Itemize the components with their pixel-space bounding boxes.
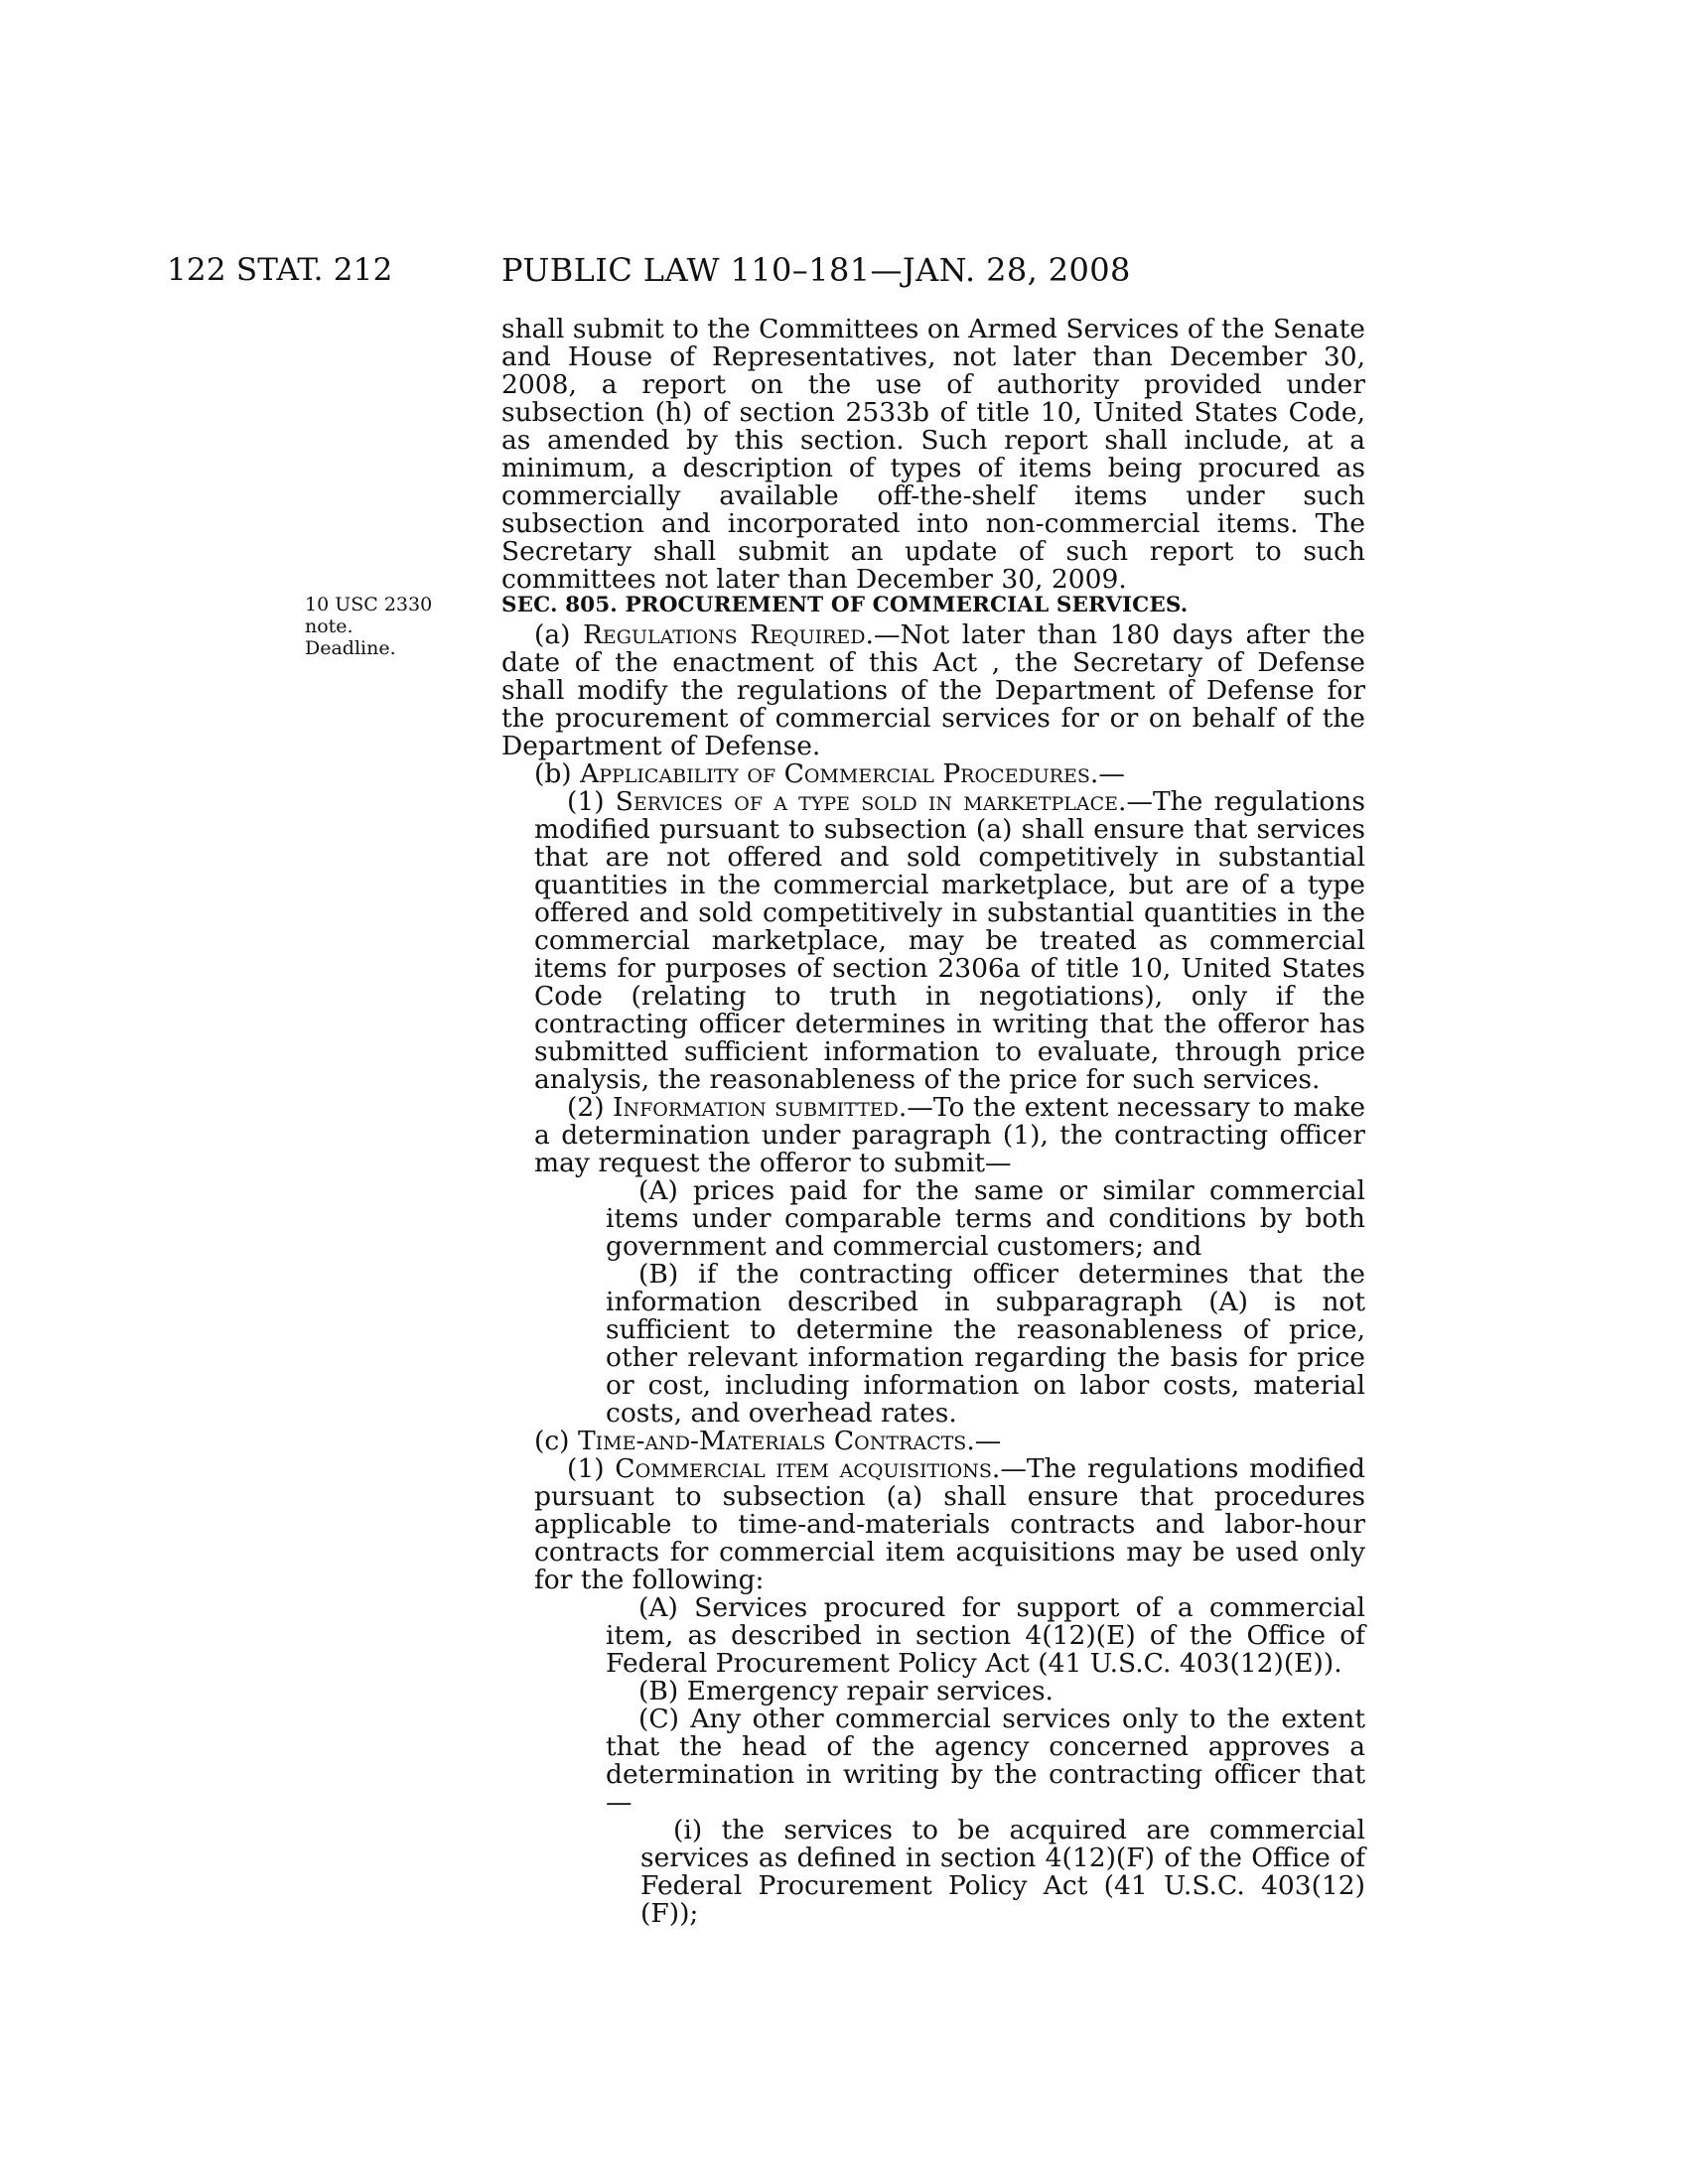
paragraph-b1-prefix: (1) bbox=[567, 786, 616, 817]
subsection-c-text: .— bbox=[966, 1426, 1002, 1456]
subparagraph-b2B: (B) if the contracting officer determines that the information described in subparagraph (A) is not sufficient to determine the reasonableness of price, other relevant information regarding the basis for price or cost, including information on labor costs, material costs, and overhead rates. bbox=[606, 1259, 1365, 1429]
paragraph-c1-caption: Commercial item acquisitions bbox=[615, 1453, 992, 1484]
section-heading: SEC. 805. PROCUREMENT OF COMMERCIAL SERVICES. bbox=[501, 593, 1189, 617]
subsection-a-text: .—Not later than 180 days after the date of the enactment of this Act , the Secretary of Defense shall modify the regulations of the Department of Defense for the procurement of commercial services for or on behalf of the Department of Defense. bbox=[501, 619, 1365, 761]
margin-note-line: 10 USC 2330 bbox=[305, 594, 433, 615]
margin-note-line: Deadline. bbox=[305, 637, 396, 659]
page-number: 122 STAT. 212 bbox=[167, 252, 393, 288]
paragraph-b1-caption: Services of a type sold in marketplace bbox=[615, 786, 1119, 817]
subsection-a bbox=[501, 621, 1365, 760]
subsection-c-prefix: (c) bbox=[534, 1426, 578, 1456]
intro-paragraph: shall submit to the Committees on Armed Services of the Senate and House of Representatives, not later than December 30, 2008, a report on the use of authority provided under subsection (h) of section 2533b of title 10, United States Code, as amended by this section. Such report shall include, at a minimum, a description of types of items being procured as commercially available off-the-shelf items under such subsection and incorporated into non-commercial items. The Secretary shall submit an update of such report to such committees not later than December 30, 2009. bbox=[501, 314, 1365, 595]
subsection-b bbox=[501, 760, 1365, 788]
margin-note-line: note. bbox=[305, 615, 353, 637]
subparagraph-c1C: (C) Any other commercial services only to the extent that the head of the agency concerned approves a determination in writing by the contracting officer that— bbox=[606, 1704, 1365, 1818]
subsection-b-prefix: (b) bbox=[534, 758, 581, 789]
subsection-b-caption: Applicability of Commercial Procedures bbox=[580, 758, 1090, 789]
subparagraph-c1A: (A) Services procured for support of a commercial item, as described in section 4(12)(E) of the Office of Federal Procurement Policy Act (41 U.S.C. 403(12)(E)). bbox=[606, 1592, 1365, 1679]
margin-note bbox=[305, 594, 433, 659]
subsection-c-caption: Time-and-Materials Contracts bbox=[577, 1426, 967, 1456]
paragraph-b2-text: .—To the extent necessary to make a determination under paragraph (1), the contracting officer may request the offeror to submit— bbox=[534, 1092, 1366, 1178]
paragraph-c1 bbox=[501, 1455, 1365, 1594]
paragraph-b1-text: .—The regulations modified pursuant to subsection (a) shall ensure that services that are not offered and sold competitively in substantial quantities in the commercial marketplace, but are of a type offered and sold competitively in substantial quantities in the commercial marketplace, may be treated as commercial items for purposes of section 2306a of title 10, United States Code (relating to truth in negotiations), only if the contracting officer determines in writing that the offeror has submitted sufficient information to evaluate, through price analysis, the reasonableness of the price for such services. bbox=[534, 786, 1365, 1095]
subparagraph-b2A: (A) prices paid for the same or similar commercial items under comparable terms and conditions by both government and commercial customers; and bbox=[606, 1175, 1365, 1262]
clause-c1Ci: (i) the services to be acquired are commercial services as defined in section 4(12)(F) of the Office of Federal Procurement Policy Act (41 U.S.C. 403(12)(F)); bbox=[640, 1815, 1365, 1929]
paragraph-c1-text: .—The regulations modified pursuant to subsection (a) shall ensure that procedures applicable to time-and-materials contracts and labor-hour contracts for commercial item acquisitions may be used only for the following: bbox=[534, 1453, 1365, 1595]
subparagraph-c1B: (B) Emergency repair services. bbox=[638, 1676, 1054, 1706]
running-head: PUBLIC LAW 110–181—JAN. 28, 2008 bbox=[501, 251, 1131, 289]
subsection-c bbox=[501, 1428, 1365, 1455]
paragraph-b1 bbox=[501, 788, 1365, 1094]
subsection-a-prefix: (a) bbox=[534, 619, 583, 650]
intro-paragraph-block bbox=[501, 316, 1365, 594]
paragraph-b2-caption: Information submitted bbox=[613, 1092, 899, 1123]
subsection-a-caption: Regulations Required bbox=[582, 619, 866, 650]
section-805-block bbox=[501, 592, 1365, 1928]
paragraph-b2-prefix: (2) bbox=[567, 1092, 614, 1123]
paragraph-b2 bbox=[501, 1094, 1365, 1177]
subsection-b-text: .— bbox=[1089, 758, 1125, 789]
paragraph-c1-prefix: (1) bbox=[567, 1453, 616, 1484]
